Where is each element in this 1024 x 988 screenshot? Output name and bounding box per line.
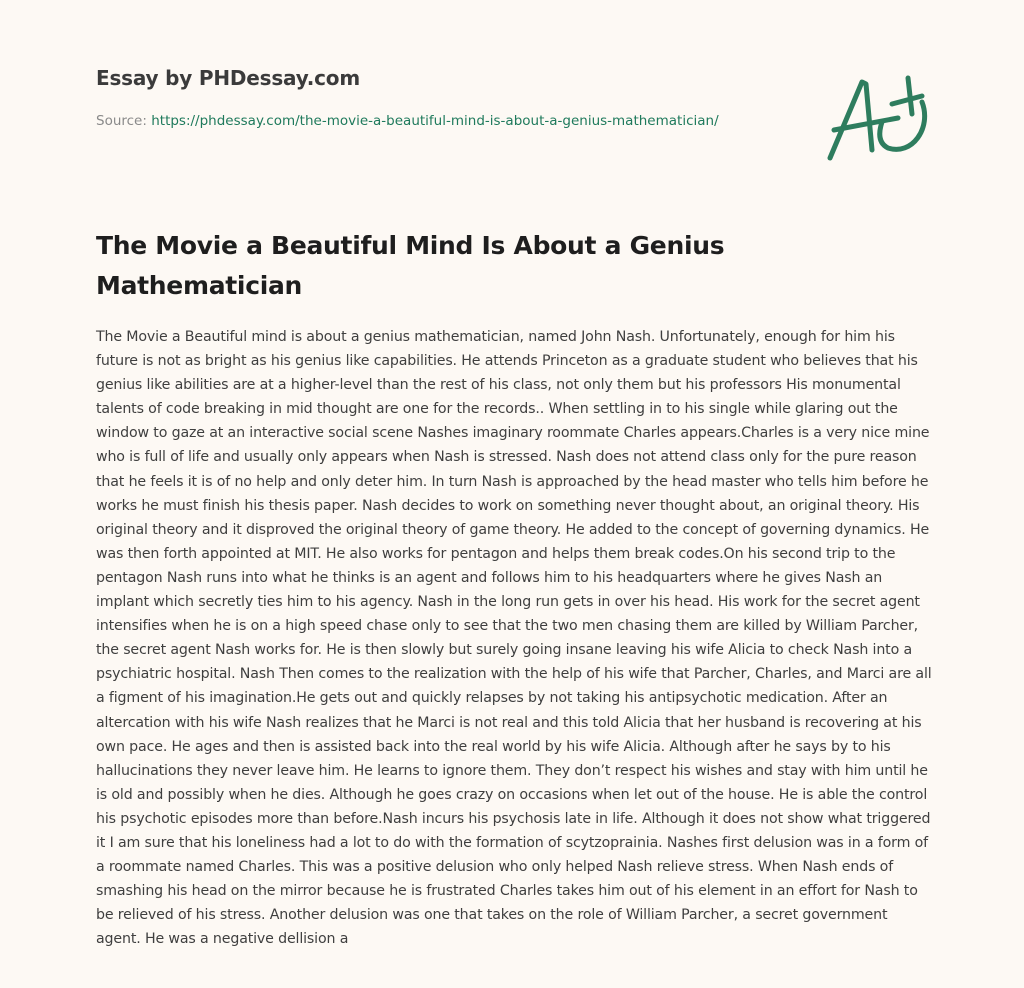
article-body: The Movie a Beautiful mind is about a genius mathematician, named John Nash. Unfortunately, enough for him his future is not as bright as his genius like capabilities. He attends Princeton as a graduate student who believes that his genius like abilities are at a higher-level than the rest of his class, not only them but his professors His monumental talents of code breaking in mid thought are one for the records.. When settling in to his single while glaring out the window to gaze at an interactive social scene Nashes imaginary roommate Charles appears.Charles is a very nice mine who is full of life and usually only appears when Nash is stressed. Nash does not attend class only for the pure reason that he feels it is of no help and only deter him. In turn Nash is approached by the head master who tells him before he works he must finish his thesis paper. Nash decides to work on something never thought about, an original theory. His original theory and it disproved the original theory of game theory. He added to the concept of governing dynamics. He was then forth appointed at MIT. He also works for pentagon and helps them break codes.On his second trip to the pentagon Nash runs into what he thinks is an agent and follows him to his headquarters where he gives Nash an implant which secretly ties him to his agency. Nash in the long run gets in over his head. His work for the secret agent intensifies when he is on a high speed chase only to see that the two men chasing them are killed by William Parcher, the secret agent Nash works for. He is then slowly but surely going insane leaving his wife Alicia to check Nash into a psychiatric hospital. Nash Then comes to the realization with the help of his wife that Parcher, Charles, and Marci are all a figment of his imagination.He gets out and quickly relapses by not taking his antipsychotic medication. After an altercation with his wife Nash realizes that he Marci is not real and this told Alicia that her husband is recovering at his own pace. He ages and then is assisted back into the real world by his wife Alicia. Although after he says by to his hallucinations they never leave him. He learns to ignore them. They don’t respect his wishes and stay with him until he is old and possibly when he dies. Although he goes crazy on occasions when let out of the house. He is able the control his psychotic episodes more than before.Nash incurs his psychosis late in life. Although it does not show what triggered it I am sure that his loneliness had a lot to do with the formation of scytzoprainia. Nashes first delusion was in a form of a roommate named Charles. This was a positive delusion who only helped Nash relieve stress. When Nash ends of smashing his head on the mirror because he is frustrated Charles takes him out of his element in an effort for Nash to be relieved of his stress. Another delusion was one that takes on the role of William Parcher, a secret government agent. He was a negative dellision a [96, 329, 932, 948]
a-plus-grade-icon [822, 68, 932, 168]
source-line [96, 109, 736, 133]
page-header [96, 64, 736, 133]
source-label: Source: [96, 113, 152, 129]
site-title: Essay by PHDessay.com [96, 66, 360, 90]
source-link[interactable]: https://phdessay.com/the-movie-a-beautiful-mind-is-about-a-genius-mathematician/ [151, 113, 719, 129]
article-title: The Movie a Beautiful Mind Is About a Genius Mathematician [96, 231, 725, 300]
